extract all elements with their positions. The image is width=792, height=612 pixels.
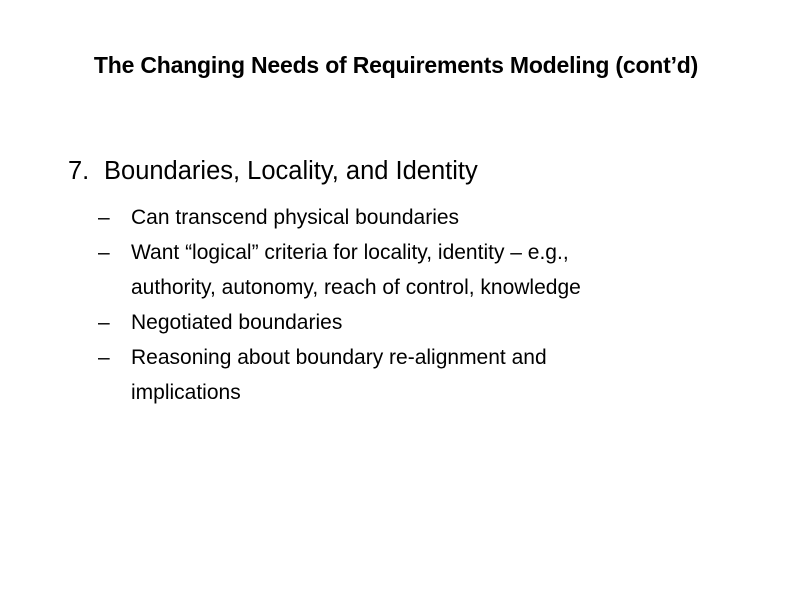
dash-bullet: – <box>98 311 110 334</box>
subpoint-text: Want “logical” criteria for locality, identity – e.g., <box>131 241 569 264</box>
subpoint-item <box>98 305 738 340</box>
dash-bullet: – <box>98 241 110 264</box>
subpoint-text-continued: implications <box>131 381 241 404</box>
subpoint-item <box>98 235 738 305</box>
point-number: 7. <box>68 157 90 185</box>
subpoint-list <box>98 200 738 410</box>
dash-bullet: – <box>98 346 110 369</box>
subpoint-text: Negotiated boundaries <box>131 311 343 334</box>
numbered-point <box>68 157 478 186</box>
subpoint-text-continued: authority, autonomy, reach of control, knowledge <box>131 276 581 299</box>
subpoint-text: Can transcend physical boundaries <box>131 206 460 229</box>
slide-title: The Changing Needs of Requirements Modeling (cont’d) <box>93 52 699 78</box>
subpoint-item <box>98 200 738 235</box>
subpoint-item <box>98 340 738 410</box>
dash-bullet: – <box>98 206 110 229</box>
point-text: Boundaries, Locality, and Identity <box>104 157 478 185</box>
subpoint-text: Reasoning about boundary re-alignment and <box>131 346 547 369</box>
